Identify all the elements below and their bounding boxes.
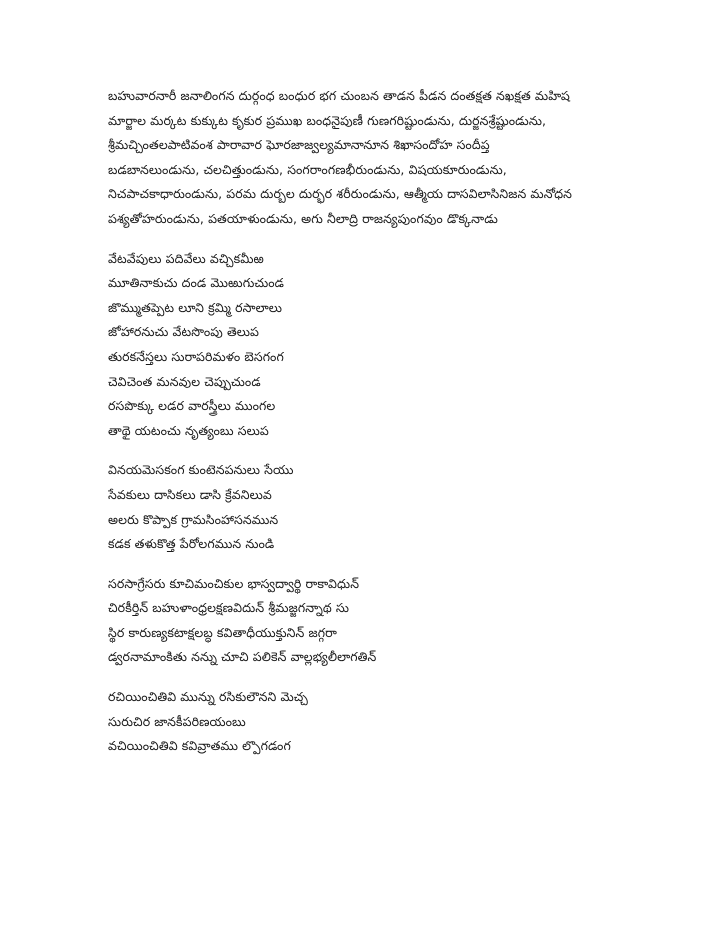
verse-line: అలరు కొప్పాక గ్రామసింహాసనమున (108, 511, 279, 527)
text-line: పశ్యతోహరుండును, పతయాళుండును, అగు నీలాద్రి రాజన్యపుంగవుం డొక్కనాడు (108, 210, 498, 226)
text-line: బహువారనారీ జనాలింగన దుర్గంధ బంధుర భగ చుంబన తాడన పీడన దంతక్షత నఖక్షత మహిష (108, 88, 570, 103)
stanza-gap (108, 557, 708, 572)
verse-stanza-2 (108, 458, 708, 556)
text-line: మార్జాల మర్కట కుక్కుట కృకుర ప్రముఖ బంధనైపుణీ గుణగరిష్టుండును, దుర్జనశ్రేష్టుండును, (108, 112, 547, 128)
verse-line: వచియించితివి కవివ్రాతము ల్పొగడంగ (108, 738, 291, 754)
text-line: నిచపాచకాధారుండును, పరమ దుర్బల దుర్భర శరీరుండును, ఆత్మీయ దాసవిలాసినిజన మనోధన (108, 186, 573, 202)
verse-line: చిరకీర్తిన్ బహుళాంధ్రలక్షణవిదున్ శ్రీమజ్జగన్నాథ సు (108, 600, 350, 616)
verse-line: జోహారనుచు వేటసొంపు తెలుప (108, 324, 260, 340)
verse-line: చెవిచెంత మనవుల చెప్పుచుండ (108, 373, 261, 389)
verse-line: వినయమెసకంగ కుంటెనపనులు సేయు (108, 462, 294, 478)
verse-line: కడక తళుకొత్త పేరోలగమున నుండి (108, 536, 275, 552)
verse-line: సురుచిర జానకీపరిణయంబు (108, 713, 246, 729)
stanza-gap (108, 232, 708, 247)
verse-stanza-1 (108, 247, 708, 444)
verse-line: తురకనేస్తలు సురాపరిమళం బెసగంగ (108, 348, 284, 364)
verse-line: డ్వరనామాంకితు నన్ను చూచి పలికెన్ వాల్లభ్యలీలాగతిన్ (108, 649, 377, 665)
verse-stanza-3 (108, 572, 708, 670)
verse-line: రచియించితివి మున్ను రసికులౌనని మెచ్చ (108, 689, 308, 705)
stanza-gap (108, 670, 708, 685)
document-page (108, 84, 708, 759)
verse-line: సేవకులు దాసికలు డాసి క్రేవనిలువ (108, 486, 272, 502)
prose-paragraph (108, 84, 708, 232)
verse-line: సరసాగ్రేసరు కూచిమంచికుల భాస్వద్వార్థి రాకావిధున్ (108, 575, 360, 591)
verse-line: మూతినాకుచు దండ మొఱుగుచుండ (108, 275, 285, 291)
verse-line: తాథై యటంచు నృత్యంబు సలుప (108, 422, 269, 438)
text-line: బడబానలుండును, చలచిత్తుండును, సంగరాంగణభీరుండును, విషయకూరుండును, (108, 161, 507, 177)
stanza-gap (108, 443, 708, 458)
verse-line: స్థిర కారుణ్యకటాక్షలబ్ధ కవితాధీయుక్తునిన్ జగ్గరా (108, 624, 337, 640)
verse-stanza-4 (108, 685, 708, 759)
text-line: శ్రీమచ్చింతలపాటివంశ పారావార ఘోరజాజ్వల్యమానానూన శిఖాసందోహ సందీప్త (108, 137, 490, 153)
verse-line: వేటవేపులు పదివేలు వచ్చికమీఱ (108, 250, 264, 266)
verse-line: రసపొక్కు లడర వారస్త్రీలు ముంగల (108, 398, 276, 414)
verse-line: జొమ్ముతప్పెట లూని క్రమ్మి రసాలాలు (108, 299, 283, 315)
